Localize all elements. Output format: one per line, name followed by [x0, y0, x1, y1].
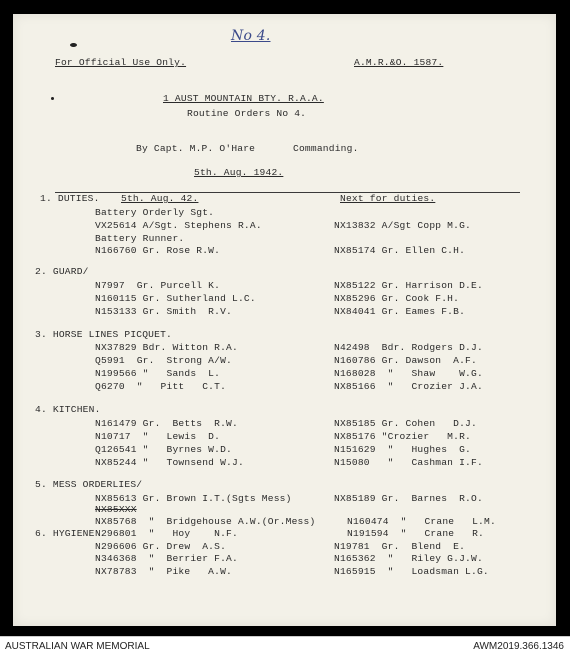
list-item: Q126541 " Byrnes W.D. [95, 444, 233, 455]
official-use-label: For Official Use Only. [55, 57, 187, 68]
list-item: N151629 " Hughes G. [334, 444, 472, 455]
archive-footer [0, 636, 570, 654]
list-item: NX78783 " Pike A.W. [95, 566, 233, 577]
list-item: N161479 Gr. Betts R.W. [95, 418, 238, 429]
list-item: N42498 Bdr. Rodgers D.J. [334, 342, 483, 353]
list-item: NX85296 Gr. Cook F.H. [334, 293, 460, 304]
order-date: 5th. Aug. 1942. [194, 167, 284, 178]
list-item: Battery Orderly Sgt. [95, 207, 215, 218]
list-item: N19781 Gr. Blend E. [334, 541, 466, 552]
section-heading: 3. HORSE LINES PICQUET. [35, 329, 173, 340]
section-heading: 2. GUARD/ [35, 266, 89, 277]
list-item: NX85768 " Bridgehouse A.W.(Or.Mess) [95, 516, 316, 527]
list-item: N15080 " Cashman I.F. [334, 457, 483, 468]
list-item: N296801 " Hoy N.F. [95, 528, 238, 539]
list-item: N165362 " Riley G.J.W. [334, 553, 483, 564]
list-item: VX25614 A/Sgt. Stephens R.A. [95, 220, 262, 231]
section-heading: 1. DUTIES. [40, 193, 100, 204]
accession-number: AWM2019.366.1346 [473, 641, 564, 652]
list-item: N191594 " Crane R. [347, 528, 485, 539]
list-item: NX85166 " Crozier J.A. [334, 381, 483, 392]
ink-speck [51, 97, 54, 100]
list-item: N7997 Gr. Purcell K. [95, 280, 221, 291]
list-item: N10717 " Lewis D. [95, 431, 221, 442]
commanding-label: Commanding. [293, 143, 359, 154]
list-item: Battery Runner. [95, 233, 185, 244]
list-item: N296606 Gr. Drew A.S. [95, 541, 227, 552]
list-item: N199566 " Sands L. [95, 368, 221, 379]
duty-date: 5th. Aug. 42. [121, 193, 199, 204]
orders-title: Routine Orders No 4. [187, 108, 307, 119]
section-heading: 5. MESS ORDERLIES/ [35, 479, 143, 490]
list-item: NX85189 Gr. Barnes R.O. [334, 493, 483, 504]
section-heading: 4. KITCHEN. [35, 404, 101, 415]
list-item: Q5991 Gr. Strong A/W. [95, 355, 233, 366]
institution-name: AUSTRALIAN WAR MEMORIAL [5, 641, 150, 652]
list-item: N160115 Gr. Sutherland L.C. [95, 293, 256, 304]
list-item: NX85244 " Townsend W.J. [95, 457, 244, 468]
list-item: NX85174 Gr. Ellen C.H. [334, 245, 466, 256]
list-item: NX85XXX [95, 504, 137, 515]
list-item: N153133 Gr. Smith R.V. [95, 306, 233, 317]
list-item: Q6270 " Pitt C.T. [95, 381, 227, 392]
ink-speck [70, 43, 77, 47]
list-item: N346368 " Berrier F.A. [95, 553, 238, 564]
list-item: N160474 " Crane L.M. [347, 516, 496, 527]
section-heading: 6. HYGIENE [35, 528, 95, 539]
next-for-duties-heading: Next for duties. [340, 193, 436, 204]
unit-title: 1 AUST MOUNTAIN BTY. R.A.A. [163, 93, 324, 104]
document-page [13, 14, 556, 626]
list-item: NX85185 Gr. Cohen D.J. [334, 418, 477, 429]
list-item: NX13832 A/Sgt Copp M.G. [334, 220, 472, 231]
list-item: NX85176 "Crozier M.R. [334, 431, 472, 442]
list-item: N168028 " Shaw W.G. [334, 368, 483, 379]
list-item: NX84041 Gr. Eames F.B. [334, 306, 466, 317]
reference-number: A.M.R.&O. 1587. [354, 57, 444, 68]
list-item: N166760 Gr. Rose R.W. [95, 245, 221, 256]
list-item: N165915 " Loadsman L.G. [334, 566, 489, 577]
handwritten-number: No 4. [231, 28, 271, 44]
list-item: NX37829 Bdr. Witton R.A. [95, 342, 238, 353]
list-item: N160786 Gr. Dawson A.F. [334, 355, 477, 366]
list-item: NX85122 Gr. Harrison D.E. [334, 280, 483, 291]
by-line: By Capt. M.P. O'Hare [136, 143, 256, 154]
list-item: NX85613 Gr. Brown I.T.(Sgts Mess) [95, 493, 292, 504]
